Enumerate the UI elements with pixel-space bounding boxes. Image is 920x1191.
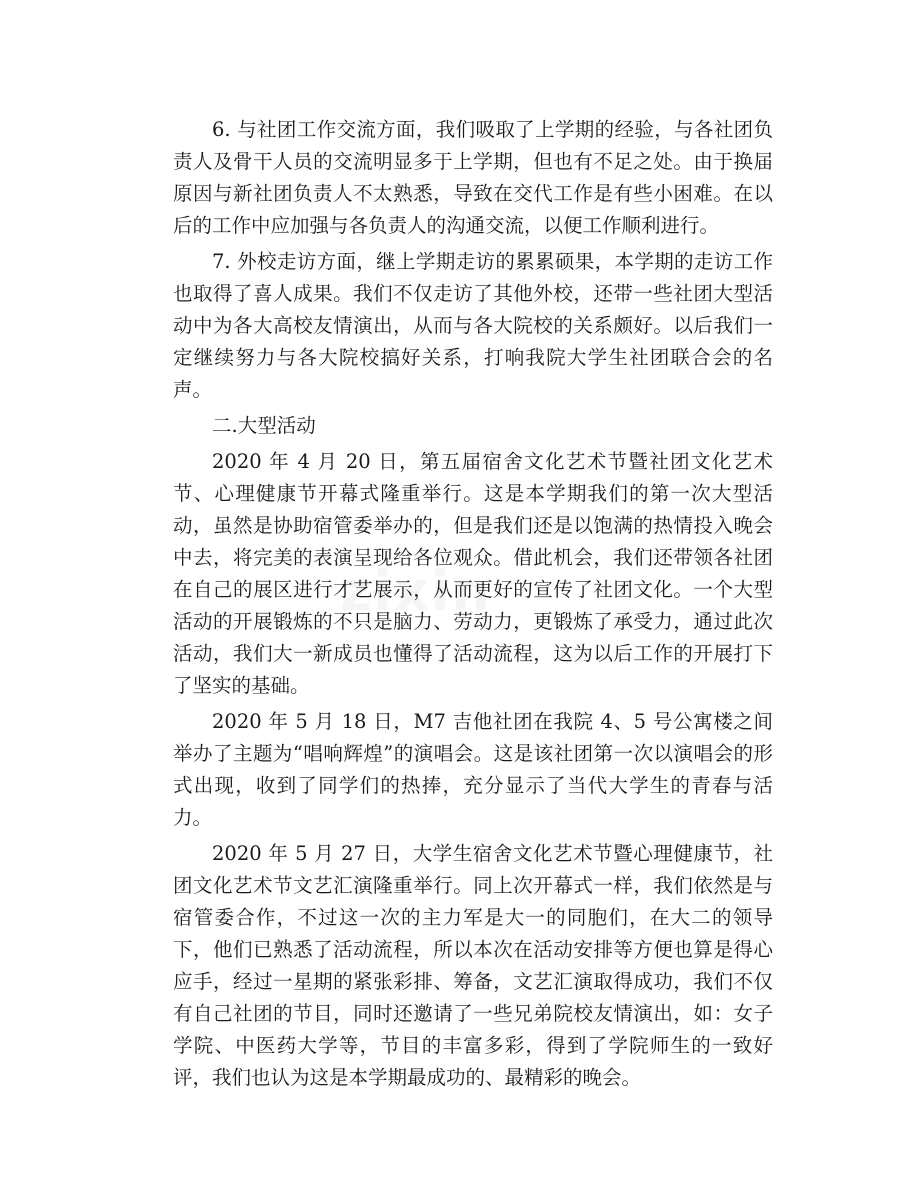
section-heading-major-activities: 二.大型活动 xyxy=(212,414,316,437)
paragraph-social-club-communication: 6. 与社团工作交流方面，我们吸取了上学期的经验，与各社团负责人及骨干人员的交流明显多于上学期，但也有不足之处。由于换届原因与新社团负责人不太熟悉，导致在交代工作是有些小困难。在以后的工作中应加强与各负责人的沟通交流，以便工作顺利进行。 xyxy=(173,118,773,237)
paragraph-may-18-concert: 2020 年 5 月 18 日，M7 吉他社团在我院 4、5 号公寓楼之间举办了主题为“唱响辉煌”的演唱会。这是该社团第一次以演唱会的形式出现，收到了同学们的热捧，充分显示了当代大学生的青春与活力。 xyxy=(173,710,773,829)
paragraph-external-visits: 7. 外校走访方面，继上学期走访的累累硕果，本学期的走访工作也取得了喜人成果。我们不仅走访了其他外校，还带一些社团大型活动中为各大高校友情演出，从而与各大院校的关系颇好。以后我们一定继续努力与各大院校搞好关系，打响我院大学生社团联合会的名声。 xyxy=(173,250,773,401)
document-body xyxy=(173,114,773,1098)
paragraph-april-20-event: 2020 年 4 月 20 日，第五届宿舍文化艺术节暨社团文化艺术节、心理健康节开幕式隆重举行。这是本学期我们的第一次大型活动，虽然是协助宿管委举办的，但是我们还是以饱满的热情投入晚会中去，将完美的表演呈现给各位观众。借此机会，我们还带领各社团在自己的展区进行才艺展示，从而更好的宣传了社团文化。一个大型活动的开展锻炼的不只是脑力、劳动力，更锻炼了承受力，通过此次活动，我们大一新成员也懂得了活动流程，这为以后工作的开展打下了坚实的基础。 xyxy=(173,450,773,697)
paragraph-may-27-performance: 2020 年 5 月 27 日，大学生宿舍文化艺术节暨心理健康节，社团文化艺术节文艺汇演隆重举行。同上次开幕式一样，我们依然是与宿管委合作，不过这一次的主力军是大一的同胞们，在大二的领导下，他们已熟悉了活动流程，所以本次在活动安排等方便也算是得心应手，经过一星期的紧张彩排、筹备，文艺汇演取得成功，我们不仅有自己社团的节目，同时还邀请了一些兄弟院校友情演出，如：女子学院、中医药大学等，节目的丰富多彩，得到了学院师生的一致好评，我们也认为这是本学期最成功的、最精彩的晚会。 xyxy=(173,842,773,1089)
